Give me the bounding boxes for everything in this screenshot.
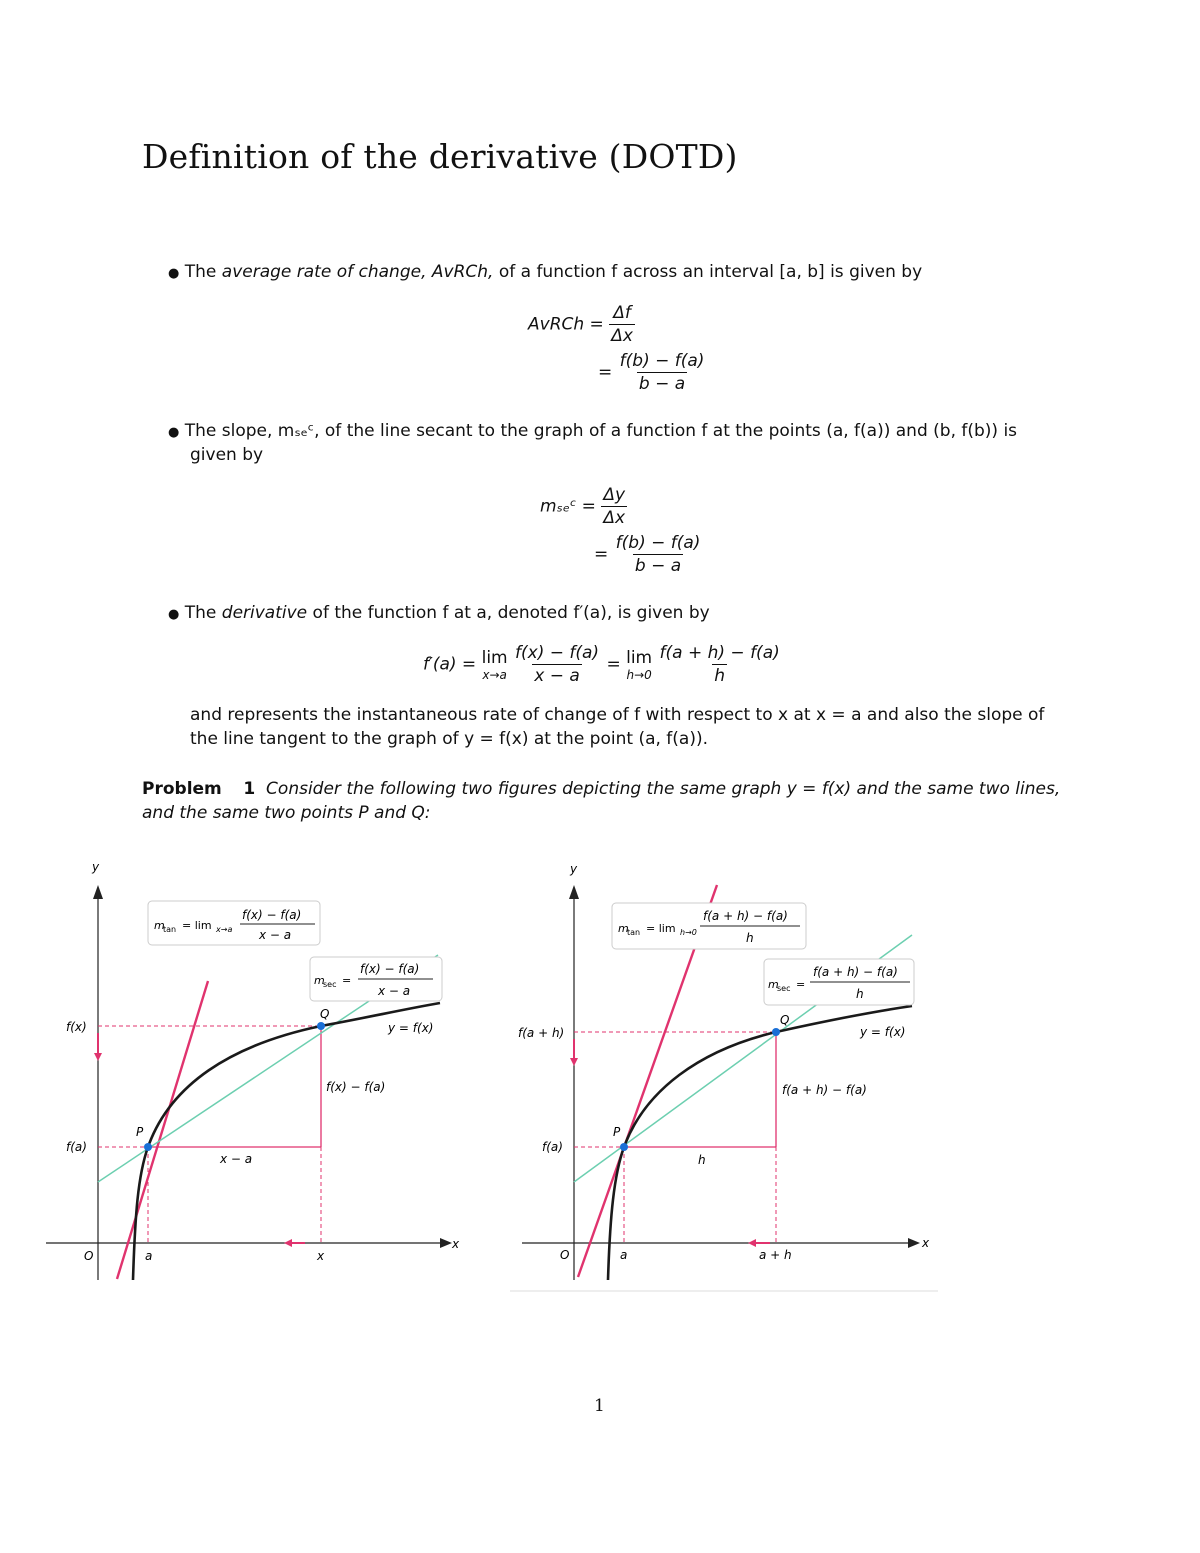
- function-curve: [133, 1003, 440, 1280]
- msec-sub: sec: [323, 980, 337, 989]
- origin-label: O: [84, 1249, 94, 1263]
- derivative-explanation-line2: the line tangent to the graph of y = f(x) at the point (a, f(a)).: [190, 729, 709, 749]
- msec-equation-line1: [540, 484, 627, 529]
- bullet-1-pre: The: [184, 262, 222, 282]
- mtan-num: f(x) − f(a): [242, 908, 302, 922]
- mtan-num: f(a + h) − f(a): [703, 909, 788, 923]
- frac-num: f(x) − f(a): [515, 643, 600, 663]
- msec-eq: =: [342, 974, 352, 987]
- lim-text: lim: [626, 647, 653, 668]
- y-axis-arrow-icon: [93, 885, 103, 899]
- fa-label: f(a): [66, 1140, 87, 1154]
- ah-label: a + h: [759, 1248, 792, 1262]
- bullet-3: [168, 601, 710, 627]
- point-p: [620, 1143, 628, 1151]
- mtan-lim: = lim: [182, 919, 212, 932]
- mtan-sub: tan: [627, 928, 641, 937]
- avrch-fraction-2: [618, 350, 707, 395]
- point-p-label: P: [613, 1125, 621, 1139]
- frac-den: b − a: [634, 556, 682, 576]
- bullet-dot: ●: [168, 425, 180, 440]
- derivative-equation: [423, 642, 782, 687]
- bullet-3-term: derivative: [221, 603, 308, 623]
- bullet-2-line2: given by: [190, 445, 264, 465]
- msec-fraction-2: [614, 532, 703, 577]
- figure-left: [40, 855, 470, 1285]
- mtan-lim-sub: x→a: [216, 925, 233, 934]
- frac-den: b − a: [638, 374, 686, 394]
- bullet-dot: ●: [168, 266, 180, 281]
- point-q-label: Q: [780, 1013, 790, 1027]
- avrch-equation-line2: [598, 350, 706, 395]
- lim-sub: x→a: [482, 667, 507, 682]
- origin-label: O: [560, 1248, 570, 1262]
- curve-label: y = f(x): [860, 1025, 906, 1039]
- limit-2: [626, 648, 652, 682]
- x-axis-arrow-icon: [440, 1238, 452, 1248]
- mtan-lim: = lim: [646, 922, 676, 935]
- msec-num: f(a + h) − f(a): [813, 965, 898, 979]
- point-q: [772, 1028, 780, 1036]
- mtan-sub: tan: [163, 925, 177, 934]
- y-arrow-down-icon: [94, 1053, 102, 1061]
- avrch-equation-line1: [528, 302, 635, 347]
- frac-num: f(b) − f(a): [619, 351, 705, 371]
- frac-num: Δy: [603, 485, 626, 505]
- fa-label: f(a): [542, 1140, 563, 1154]
- lim-sub: h→0: [626, 667, 652, 682]
- avrch-lhs: AvRCh =: [528, 314, 604, 335]
- frac-den: x − a: [534, 666, 580, 686]
- fah-label: f(a + h): [518, 1026, 565, 1040]
- x-value-label: x: [317, 1249, 325, 1263]
- problem-text-2: and the same two points P and Q:: [142, 803, 431, 823]
- page-title: Definition of the derivative (DOTD): [142, 137, 738, 176]
- msec-equation-line2: [594, 532, 702, 577]
- point-p: [144, 1143, 152, 1151]
- avrch-fraction-1: [609, 302, 635, 347]
- derivative-fraction-1: [513, 642, 601, 687]
- problem-label: Problem: [142, 779, 222, 799]
- function-curve: [608, 1006, 912, 1280]
- x-axis-label: x: [452, 1237, 460, 1251]
- equals-sign: =: [594, 544, 609, 565]
- derivative-fraction-2: [658, 642, 782, 687]
- frac-den: Δx: [611, 326, 633, 346]
- msec-m: m: [768, 978, 779, 991]
- frac-num: Δf: [613, 303, 631, 323]
- run-label: h: [698, 1153, 706, 1167]
- frac-den: Δx: [603, 508, 626, 528]
- mtan-m: m: [154, 919, 165, 932]
- bullet-1: [168, 260, 922, 286]
- equals-sign: =: [606, 654, 621, 675]
- msec-den: x − a: [378, 984, 411, 998]
- curve-label: y = f(x): [388, 1021, 434, 1035]
- msec-den: h: [856, 987, 864, 1001]
- run-label: x − a: [220, 1152, 253, 1166]
- a-label: a: [145, 1249, 153, 1263]
- page-number: 1: [594, 1396, 605, 1416]
- problem-number: 1: [243, 779, 256, 799]
- derivative-lhs: f′(a) =: [423, 654, 477, 675]
- mtan-m: m: [618, 922, 629, 935]
- msec-num: f(x) − f(a): [360, 962, 420, 976]
- y-axis-label: y: [92, 860, 100, 874]
- figure-right: [510, 855, 940, 1295]
- limit-1: [482, 648, 508, 682]
- bullet-2-line1: The slope, mₛₑᶜ, of the line secant to the graph of a function f at the points (a, f(a)) and (b, f(b)) is: [184, 421, 1018, 441]
- msec-sub: sec: [777, 984, 791, 993]
- y-axis-arrow-icon: [569, 885, 579, 899]
- frac-den: h: [714, 666, 726, 686]
- msec-eq: =: [796, 978, 806, 991]
- bullet-3-pre: The: [184, 603, 222, 623]
- mtan-lim-sub: h→0: [680, 928, 697, 937]
- bullet-2: [168, 419, 1017, 445]
- a-label: a: [620, 1248, 628, 1262]
- x-axis-arrow-icon: [908, 1238, 920, 1248]
- problem-text-1: Consider the following two figures depicting the same graph y = f(x) and the same two lines,: [266, 779, 1061, 799]
- derivative-explanation-line1: and represents the instantaneous rate of change of f with respect to x at x = a and also the slope of: [190, 705, 1045, 725]
- point-q: [317, 1022, 325, 1030]
- mtan-den: h: [746, 931, 754, 945]
- lim-text: lim: [481, 647, 508, 668]
- rise-label: f(x) − f(a): [326, 1080, 386, 1094]
- mtan-den: x − a: [259, 928, 292, 942]
- bullet-1-post: of a function f across an interval [a, b] is given by: [493, 262, 923, 282]
- y-axis-label: y: [570, 862, 578, 876]
- bullet-dot: ●: [168, 607, 180, 622]
- msec-fraction-1: [601, 484, 627, 529]
- msec-lhs: mₛₑᶜ =: [540, 496, 596, 517]
- point-q-label: Q: [320, 1007, 330, 1021]
- y-arrow-down-icon: [570, 1058, 578, 1066]
- x-axis-label: x: [922, 1236, 930, 1250]
- frac-num: f(a + h) − f(a): [659, 643, 780, 663]
- equals-sign: =: [598, 362, 613, 383]
- problem-statement: [142, 777, 1060, 801]
- point-p-label: P: [136, 1125, 144, 1139]
- x-arrow-left-icon: [284, 1239, 292, 1247]
- bullet-1-term: average rate of change, AvRCh,: [221, 262, 494, 282]
- x-arrow-left-icon: [748, 1239, 756, 1247]
- fx-label: f(x): [66, 1020, 87, 1034]
- msec-m: m: [314, 974, 325, 987]
- frac-num: f(b) − f(a): [615, 533, 701, 553]
- bullet-3-post: of the function f at a, denoted f′(a), is given by: [307, 603, 710, 623]
- rise-label: f(a + h) − f(a): [782, 1083, 867, 1097]
